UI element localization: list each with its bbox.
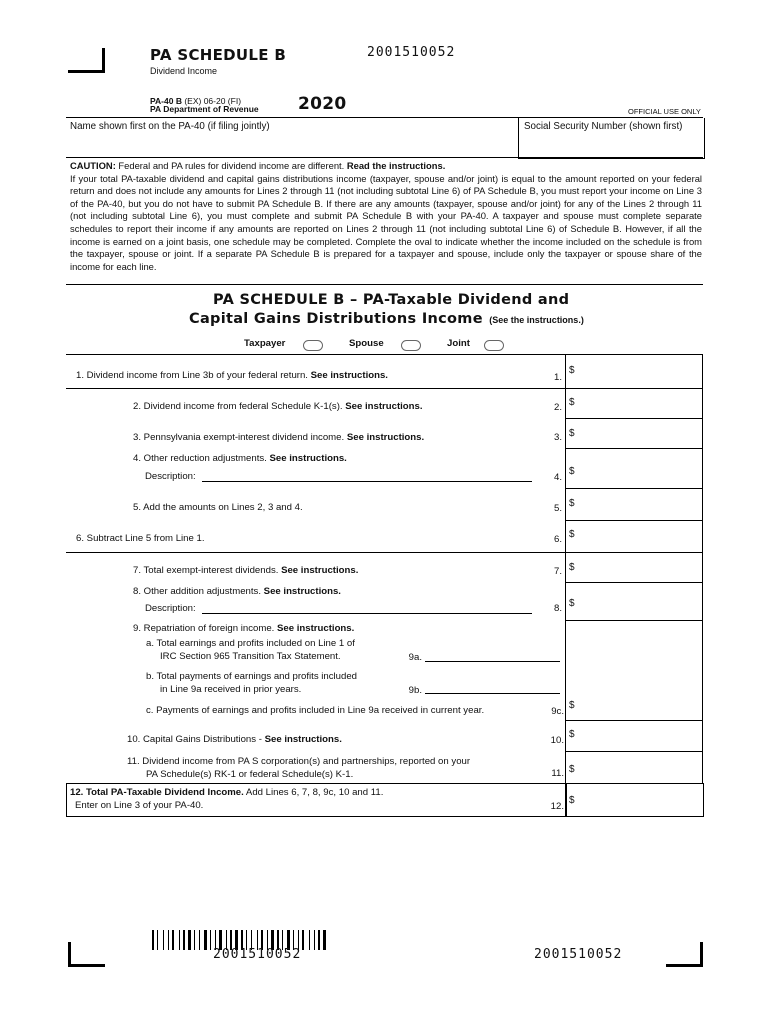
barcode-bar — [170, 930, 171, 950]
row-rule-2 — [566, 418, 703, 419]
filer-spouse-label: Spouse — [349, 338, 384, 349]
line-4-description-input[interactable] — [202, 481, 532, 482]
line-3-text — [133, 432, 424, 443]
line-9-label: 9. Repatriation of foreign income. — [133, 623, 275, 634]
barcode-bar — [201, 930, 203, 950]
line-4-description-label: Description: — [145, 471, 196, 482]
line-9c-amount[interactable]: $ — [569, 700, 575, 711]
line-3-label: 3. Pennsylvania exempt-interest dividend income. — [133, 432, 345, 443]
line-12-label-b: Add Lines 6, 7, 8, 9c, 10 and 11. — [243, 787, 384, 798]
line-10-see: See instructions. — [264, 734, 342, 745]
line-12-amount[interactable]: $ — [569, 795, 575, 806]
line-12-amount-divider — [565, 784, 567, 816]
barcode-bar — [157, 930, 158, 950]
barcode-bar — [165, 930, 167, 950]
form-subtitle: Dividend Income — [150, 66, 218, 76]
row-rule-9c — [566, 720, 703, 721]
line-3-see: See instructions. — [344, 432, 425, 443]
line-9a-label-2: IRC Section 965 Transition Tax Statement. — [160, 651, 341, 662]
line-11-label-2: PA Schedule(s) RK-1 or federal Schedule(s) K-1. — [146, 769, 354, 780]
line-12-label: 12. Total PA-Taxable Dividend Income. — [70, 787, 244, 798]
caution-lead: CAUTION: — [70, 160, 116, 171]
barcode-bar — [302, 930, 304, 950]
barcode-bar — [309, 930, 310, 950]
department-name: PA Department of Revenue — [150, 104, 259, 114]
barcode-bar — [311, 930, 313, 950]
filer-spouse-oval[interactable] — [401, 340, 421, 351]
line-9b-number: 9b. — [408, 685, 422, 696]
barcode-bar — [179, 930, 180, 950]
barcode-bar — [155, 930, 156, 950]
line-8-text — [133, 586, 341, 597]
barcode-bar — [305, 930, 308, 950]
schedule-title-line2: Capital Gains Distributions Income — [189, 311, 483, 327]
line-2-text — [133, 401, 423, 412]
barcode-bar — [318, 930, 320, 950]
line-3-number: 3. — [553, 432, 562, 443]
corner-mark-bottom-left — [68, 942, 105, 967]
line-10-amount[interactable]: $ — [569, 729, 575, 740]
row-rule-8 — [566, 620, 703, 621]
amount-column-left-rule — [565, 355, 566, 783]
line-9a-label-1: a. Total earnings and profits included on Line 1 of — [146, 638, 355, 649]
tax-year: 2020 — [298, 94, 347, 114]
barcode-bar — [210, 930, 211, 950]
barcode-bar — [168, 930, 169, 950]
form-barcode-number-top: 2001510052 — [367, 45, 456, 60]
line-2-amount[interactable]: $ — [569, 397, 575, 408]
corner-mark-top-left — [68, 48, 105, 73]
schedule-title-line2-wrap — [189, 310, 584, 328]
barcode-bar — [186, 930, 187, 950]
schedule-title-line1: PA SCHEDULE B – PA-Taxable Dividend and — [213, 292, 570, 308]
line-10-label: 10. Capital Gains Distributions - — [127, 734, 265, 745]
line-9c-label: c. Payments of earnings and profits included in Line 9a received in current year. — [146, 705, 485, 716]
row-rule-4 — [566, 488, 703, 489]
barcode-bar — [183, 930, 185, 950]
barcode-bar — [321, 930, 322, 950]
line-3-amount[interactable]: $ — [569, 428, 575, 439]
row-rule-6 — [66, 552, 703, 553]
line-1-text — [76, 370, 388, 381]
line-7-see: See instructions. — [278, 565, 359, 576]
form-code — [150, 97, 259, 113]
line-2-label: 2. Dividend income from federal Schedule K-1(s). — [133, 401, 343, 412]
filer-taxpayer-label: Taxpayer — [244, 338, 286, 349]
line-9b-label-1: b. Total payments of earnings and profits included — [146, 671, 358, 682]
line-12-text-2: Enter on Line 3 of your PA-40. — [75, 800, 204, 811]
filer-joint-oval[interactable] — [484, 340, 504, 351]
barcode-bar — [159, 930, 162, 950]
line-5-label: 5. Add the amounts on Lines 2, 3 and 4. — [133, 502, 303, 513]
line-9a-amount-input[interactable] — [425, 661, 560, 662]
line-7-text — [133, 565, 358, 576]
line-2-see: See instructions. — [342, 401, 423, 412]
row-rule-1 — [66, 388, 703, 389]
form-barcode-number-bottom: 2001510052 — [213, 947, 302, 962]
row-rule-10 — [566, 751, 703, 752]
filer-taxpayer-oval[interactable] — [303, 340, 323, 351]
line-7-label: 7. Total exempt-interest dividends. — [133, 565, 279, 576]
line-5-amount[interactable]: $ — [569, 498, 575, 509]
barcode-bar — [323, 930, 326, 950]
name-field[interactable] — [66, 118, 517, 158]
corner-mark-bottom-right — [666, 942, 703, 967]
barcode-bar — [192, 930, 193, 950]
line-11-amount[interactable]: $ — [569, 764, 575, 775]
line-10-text — [127, 734, 342, 745]
line-11-number: 11. — [551, 768, 564, 779]
caution-body: If your total PA-taxable dividend and capital gains distributions income (taxpayer, spouse and/or joint) is equal to the amount reported on your federal return and does not include any amounts for Lines 2 through 11 (not including subtotal Line 6) of PA Schedule B, you must report your income on Line 3 of the PA-40, but you do not have to submit PA Schedule B. If there are any amounts (taxpayer, spouse and/or joint) for any of the Lines 2 through 11 (not including subtotal Line 6), you must complete and submit PA Schedule B with your PA-40. A taxpayer and spouse must complete separate schedules to report their income if any amounts are reported on Lines 2 through 11 (not including subtotal Line 6) of Schedule B. However, if all the income is earned on a joint basis, one schedule may be completed. Complete the oval to indicate whether the income included on the schedule is from the taxpayer, spouse or joint. If a separate PA Schedule B is prepared for a taxpayer and spouse, include only the taxpayer or spouse share of the income for each line. — [70, 172, 702, 272]
line-4-label: 4. Other reduction adjustments. — [133, 453, 267, 464]
caution-block — [70, 160, 702, 273]
ssn-field-label: Social Security Number (shown first) — [524, 121, 683, 132]
barcode-bar — [175, 930, 178, 950]
form-code-rest: (EX) 06-20 (FI) — [184, 96, 242, 106]
row-rule-3 — [566, 448, 703, 449]
line-8-description-label: Description: — [145, 603, 196, 614]
line-6-label: 6. Subtract Line 5 from Line 1. — [76, 533, 205, 544]
caution-bottom-rule — [66, 284, 703, 285]
barcode-bar — [199, 930, 200, 950]
barcode-bar — [163, 930, 164, 950]
form-barcode-number-bottom-right: 2001510052 — [534, 947, 623, 962]
line-4-text — [133, 453, 347, 464]
ssn-field[interactable] — [518, 118, 705, 159]
barcode-bar — [316, 930, 317, 950]
barcode-bar — [314, 930, 315, 950]
table-top-rule — [66, 354, 703, 355]
schedule-see-instructions: (See the instructions.) — [489, 315, 584, 325]
line-8-description-input[interactable] — [202, 613, 532, 614]
line-9b-label-2: in Line 9a received in prior years. — [160, 684, 302, 695]
line-9c-number: 9c. — [551, 706, 564, 717]
barcode-bar — [172, 930, 174, 950]
line-1-number: 1. — [553, 372, 562, 383]
line-6-number: 6. — [553, 534, 562, 545]
line-7-amount[interactable]: $ — [569, 562, 575, 573]
line-4-number: 4. — [553, 472, 562, 483]
line-5-number: 5. — [553, 503, 562, 514]
caution-read-instructions: Read the instructions. — [346, 160, 446, 171]
barcode-bar — [208, 930, 209, 950]
row-rule-5 — [566, 520, 703, 521]
line-9b-amount-input[interactable] — [425, 693, 560, 694]
line-12-text-1 — [70, 787, 383, 798]
official-use-label: OFFICIAL USE ONLY — [628, 107, 701, 116]
line-7-number: 7. — [553, 566, 562, 577]
barcode-bar — [204, 930, 207, 950]
line-8-number: 8. — [553, 603, 562, 614]
barcode-bar — [188, 930, 191, 950]
row-rule-7 — [566, 582, 703, 583]
barcode-bar — [194, 930, 195, 950]
line-4-see: See instructions. — [266, 453, 347, 464]
form-title: PA SCHEDULE B — [150, 46, 287, 64]
line-8-amount[interactable]: $ — [569, 598, 575, 609]
form-code-bold: PA-40 B — [150, 96, 182, 106]
line-1-see: See instructions. — [307, 370, 388, 381]
line-1-amount[interactable]: $ — [569, 365, 575, 376]
line-9a-number: 9a. — [408, 652, 422, 663]
line-2-number: 2. — [553, 402, 562, 413]
amount-column-right-rule — [702, 355, 703, 783]
line-10-number: 10. — [550, 735, 564, 746]
barcode-bar — [196, 930, 198, 950]
line-4-amount[interactable]: $ — [569, 466, 575, 477]
line-11-label-1: 11. Dividend income from PA S corporation(s) and partnerships, reported on your — [127, 756, 471, 767]
filer-joint-label: Joint — [447, 338, 470, 349]
caution-top-rule — [66, 157, 703, 158]
barcode-bar — [181, 930, 182, 950]
line-8-label: 8. Other addition adjustments. — [133, 586, 261, 597]
barcode-bar — [152, 930, 154, 950]
line-9-see: See instructions. — [274, 623, 355, 634]
caution-lead-text: Federal and PA rules for dividend income are different. — [115, 160, 347, 171]
line-8-see: See instructions. — [261, 586, 341, 597]
line-12-number: 12. — [550, 801, 564, 812]
line-1-label: 1. Dividend income from Line 3b of your federal return. — [76, 370, 308, 381]
line-6-amount[interactable]: $ — [569, 529, 575, 540]
name-field-label: Name shown first on the PA-40 (if filing jointly) — [70, 121, 270, 132]
line-9-text — [133, 623, 354, 634]
